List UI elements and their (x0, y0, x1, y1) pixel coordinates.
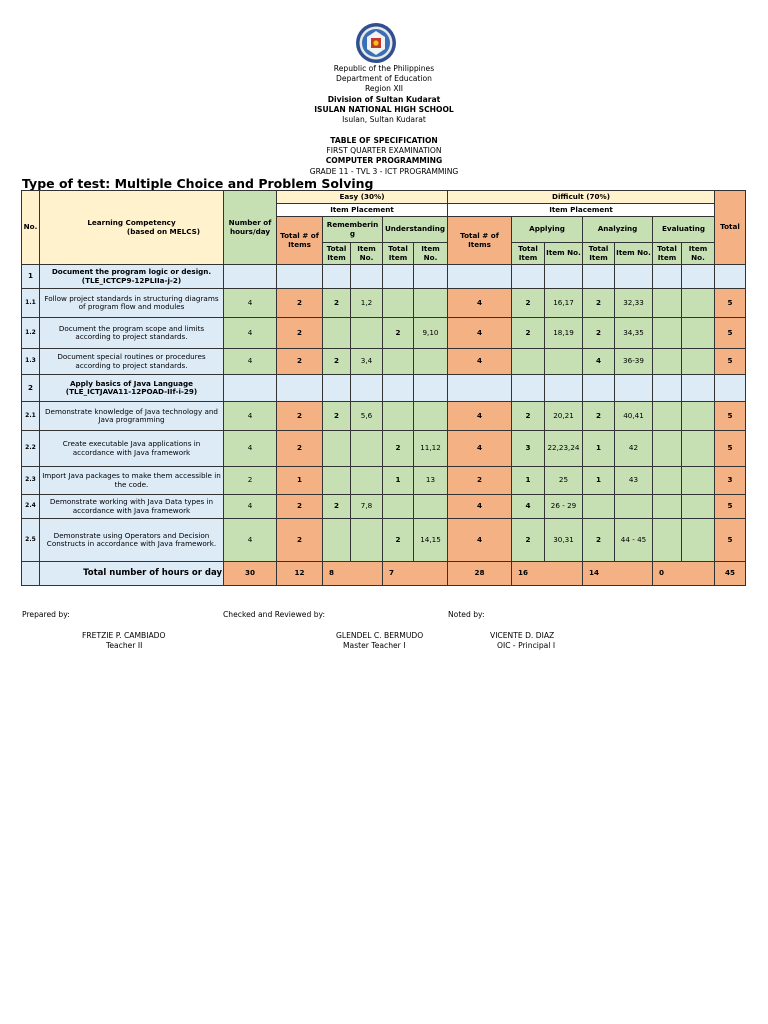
cell-app-no: 26 - 29 (545, 495, 583, 519)
section-row (22, 265, 746, 289)
cell-ana-no: 42 (615, 431, 653, 467)
cell-eva-total (653, 289, 682, 318)
totals-row (22, 562, 746, 586)
cell-hours: 4 (224, 402, 277, 431)
cell-eva-no (682, 349, 715, 375)
cell-rem-no: 3,4 (351, 349, 383, 375)
cell-app-no: 20,21 (545, 402, 583, 431)
table-row (22, 519, 746, 562)
cell-rem-no (351, 467, 383, 495)
totals-evaluating: 0 (653, 562, 715, 586)
noted-title: OIC - Principal I (497, 641, 556, 650)
totals-applying: 16 (512, 562, 583, 586)
cell-und-total: 2 (383, 431, 414, 467)
prepared-title: Teacher II (106, 641, 143, 650)
prepared-label: Prepared by: (22, 610, 70, 619)
header-rem-item-no: Item No. (351, 243, 383, 265)
cell-eva-no (682, 402, 715, 431)
totals-grand: 45 (715, 562, 746, 586)
cell-app-total: 2 (512, 289, 545, 318)
table-row (22, 318, 746, 349)
cell-no: 1.2 (22, 318, 40, 349)
cell-lc: Demonstrate working with Java Data types in accordance with Java framework (40, 495, 224, 519)
subject-name: COMPUTER PROGRAMMING (325, 156, 443, 165)
cell-und-no: 14,15 (414, 519, 448, 562)
section-no: 1 (22, 265, 40, 289)
test-type: Type of test: Multiple Choice and Problem Solving (22, 176, 374, 191)
cell-total: 5 (715, 402, 746, 431)
cell-und-no (414, 289, 448, 318)
cell-ana-total: 2 (583, 318, 615, 349)
totals-analyzing: 14 (583, 562, 653, 586)
cell-easy-total: 1 (277, 467, 323, 495)
cell-app-no: 18,19 (545, 318, 583, 349)
cell-diff-total: 4 (448, 431, 512, 467)
cell-hours: 4 (224, 349, 277, 375)
cell-eva-no (682, 318, 715, 349)
cell-hours: 4 (224, 519, 277, 562)
table-row (22, 495, 746, 519)
exam-name: FIRST QUARTER EXAMINATION (326, 146, 442, 155)
header-learning-competency (40, 191, 224, 265)
totals-hours: 30 (224, 562, 277, 586)
table-row (22, 289, 746, 318)
cell-ana-total: 1 (583, 431, 615, 467)
cell-ana-total: 2 (583, 402, 615, 431)
cell-no: 2.3 (22, 467, 40, 495)
cell-app-no: 16,17 (545, 289, 583, 318)
table-row (22, 467, 746, 495)
header-ana-total-item: Total Item (583, 243, 615, 265)
cell-total: 5 (715, 519, 746, 562)
checked-label: Checked and Reviewed by: (223, 610, 326, 619)
header-difficult-item-placement: Item Placement (448, 204, 715, 217)
header-understanding: Understanding (383, 217, 448, 243)
header-easy-item-placement: Item Placement (277, 204, 448, 217)
header-easy: Easy (30%) (277, 191, 448, 204)
cell-rem-no: 1,2 (351, 289, 383, 318)
header-eva-total-item: Total Item (653, 243, 682, 265)
cell-und-total (383, 402, 414, 431)
header-no: No. (22, 191, 40, 265)
header-und-total-item: Total Item (383, 243, 414, 265)
deped-seal-icon (355, 22, 397, 64)
cell-eva-total (653, 495, 682, 519)
cell-und-total: 1 (383, 467, 414, 495)
cell-ana-total: 2 (583, 519, 615, 562)
header-line-school: ISULAN NATIONAL HIGH SCHOOL (314, 105, 454, 114)
cell-ana-no: 34,35 (615, 318, 653, 349)
cell-lc: Demonstrate knowledge of Java technology and Java programming (40, 402, 224, 431)
cell-rem-total: 2 (323, 402, 351, 431)
cell-app-no: 25 (545, 467, 583, 495)
totals-difficult: 28 (448, 562, 512, 586)
cell-und-total (383, 495, 414, 519)
header-line-region: Region XII (364, 84, 404, 93)
prepared-name: FRETZIE P. CAMBIADO (82, 631, 166, 640)
cell-app-no: 22,23,24 (545, 431, 583, 467)
cell-eva-total (653, 431, 682, 467)
header-applying: Applying (512, 217, 583, 243)
section-title (40, 375, 224, 402)
cell-ana-no: 36-39 (615, 349, 653, 375)
cell-rem-total: 2 (323, 349, 351, 375)
cell-und-total: 2 (383, 318, 414, 349)
table-row (22, 349, 746, 375)
cell-lc: Create executable Java applications in accordance with Java framework (40, 431, 224, 467)
header-line-deped: Department of Education (336, 74, 432, 83)
header-remembering: Rememberin g (323, 217, 383, 243)
header-line-address: Isulan, Sultan Kudarat (342, 115, 426, 124)
cell-rem-total (323, 467, 351, 495)
header-difficult-total-items: Total # of Items (448, 217, 512, 265)
cell-hours: 2 (224, 467, 277, 495)
cell-app-total: 2 (512, 519, 545, 562)
totals-remembering: 8 (323, 562, 383, 586)
cell-no: 1.1 (22, 289, 40, 318)
cell-ana-total: 4 (583, 349, 615, 375)
table-row (22, 431, 746, 467)
cell-rem-total (323, 519, 351, 562)
cell-no: 1.3 (22, 349, 40, 375)
cell-und-no (414, 349, 448, 375)
cell-no: 2.2 (22, 431, 40, 467)
cell-no: 2.4 (22, 495, 40, 519)
cell-easy-total: 2 (277, 431, 323, 467)
section-row (22, 375, 746, 402)
header-und-item-no: Item No. (414, 243, 448, 265)
header-analyzing: Analyzing (583, 217, 653, 243)
cell-total: 5 (715, 431, 746, 467)
cell-easy-total: 2 (277, 289, 323, 318)
cell-app-no (545, 349, 583, 375)
header-eva-item-no: Item No. (682, 243, 715, 265)
cell-app-total: 2 (512, 402, 545, 431)
cell-eva-no (682, 431, 715, 467)
cell-hours: 4 (224, 431, 277, 467)
cell-ana-total: 1 (583, 467, 615, 495)
cell-und-no (414, 402, 448, 431)
section-title-text: Apply basics of Java Language (69, 378, 194, 388)
cell-easy-total: 2 (277, 402, 323, 431)
header-app-item-no: Item No. (545, 243, 583, 265)
cell-lc: Document special routines or procedures according to project standards. (40, 349, 224, 375)
cell-rem-no (351, 519, 383, 562)
totals-easy: 12 (277, 562, 323, 586)
cell-total: 5 (715, 495, 746, 519)
cell-total: 5 (715, 349, 746, 375)
cell-app-total: 3 (512, 431, 545, 467)
cell-ana-no: 40,41 (615, 402, 653, 431)
cell-eva-total (653, 467, 682, 495)
cell-ana-no: 43 (615, 467, 653, 495)
grade-line: GRADE 11 - TVL 3 - ICT PROGRAMMING (309, 167, 459, 176)
cell-rem-no: 5,6 (351, 402, 383, 431)
header-difficult: Difficult (70%) (448, 191, 715, 204)
header-line-division: Division of Sultan Kudarat (327, 95, 441, 104)
cell-app-total: 4 (512, 495, 545, 519)
cell-eva-total (653, 349, 682, 375)
cell-und-no (414, 495, 448, 519)
noted-label: Noted by: (448, 610, 485, 619)
cell-eva-total (653, 402, 682, 431)
header-line-republic: Republic of the Philippines (333, 64, 435, 73)
section-no: 2 (22, 375, 40, 402)
header-total: Total (715, 191, 746, 265)
header-ana-item-no: Item No. (615, 243, 653, 265)
cell-hours: 4 (224, 289, 277, 318)
cell-eva-no (682, 519, 715, 562)
cell-hours: 4 (224, 495, 277, 519)
cell-app-total: 2 (512, 318, 545, 349)
cell-app-total (512, 349, 545, 375)
cell-eva-no (682, 467, 715, 495)
section-code: (TLE_ICTJAVA11-12POAD-IIf-i-29) (65, 387, 198, 396)
cell-eva-no (682, 289, 715, 318)
cell-und-no: 13 (414, 467, 448, 495)
cell-diff-total: 4 (448, 349, 512, 375)
header-easy-total-items: Total # of Items (277, 217, 323, 265)
doc-title: TABLE OF SPECIFICATION (330, 136, 438, 145)
cell-lc: Follow project standards in structuring diagrams of program flow and modules (40, 289, 224, 318)
cell-ana-no (615, 495, 653, 519)
cell-eva-no (682, 495, 715, 519)
cell-ana-no: 44 - 45 (615, 519, 653, 562)
cell-rem-no (351, 431, 383, 467)
totals-label: Total number of hours or day (40, 562, 224, 586)
cell-ana-total: 2 (583, 289, 615, 318)
header-lc-line2: (based on MELCS) (126, 226, 201, 236)
checked-title: Master Teacher I (343, 641, 406, 650)
table-of-specification (21, 190, 746, 586)
cell-rem-no (351, 318, 383, 349)
cell-diff-total: 4 (448, 519, 512, 562)
header-evaluating: Evaluating (653, 217, 715, 243)
cell-eva-total (653, 318, 682, 349)
noted-name: VICENTE D. DIAZ (490, 631, 555, 640)
header-hours: Number of hours/day (224, 191, 277, 265)
cell-und-no: 9,10 (414, 318, 448, 349)
section-code: (TLE_ICTCP9-12PLIIa-j-2) (81, 275, 182, 285)
cell-eva-total (653, 519, 682, 562)
cell-und-no: 11,12 (414, 431, 448, 467)
checked-name: GLENDEL C. BERMUDO (336, 631, 424, 640)
cell-total: 5 (715, 318, 746, 349)
cell-und-total (383, 289, 414, 318)
cell-lc: Demonstrate using Operators and Decision Constructs in accordance with Java framework. (40, 519, 224, 562)
cell-rem-total (323, 431, 351, 467)
cell-easy-total: 2 (277, 519, 323, 562)
section-title-text: Document the program logic or design. (51, 267, 212, 277)
cell-diff-total: 4 (448, 495, 512, 519)
cell-und-total (383, 349, 414, 375)
header-rem-total-item: Total Item (323, 243, 351, 265)
cell-no: 2.1 (22, 402, 40, 431)
cell-lc: Import Java packages to make them accessible in the code. (40, 467, 224, 495)
cell-lc: Document the program scope and limits according to project standards. (40, 318, 224, 349)
cell-diff-total: 4 (448, 318, 512, 349)
cell-ana-total (583, 495, 615, 519)
cell-app-no: 30,31 (545, 519, 583, 562)
cell-easy-total: 2 (277, 349, 323, 375)
cell-total: 5 (715, 289, 746, 318)
cell-no: 2.5 (22, 519, 40, 562)
cell-total: 3 (715, 467, 746, 495)
header-app-total-item: Total Item (512, 243, 545, 265)
cell-diff-total: 4 (448, 402, 512, 431)
cell-rem-no: 7,8 (351, 495, 383, 519)
cell-diff-total: 2 (448, 467, 512, 495)
cell-rem-total: 2 (323, 495, 351, 519)
cell-rem-total (323, 318, 351, 349)
cell-rem-total: 2 (323, 289, 351, 318)
cell-easy-total: 2 (277, 495, 323, 519)
cell-hours: 4 (224, 318, 277, 349)
header-lc-line1: Learning Competency (87, 218, 176, 228)
cell-easy-total: 2 (277, 318, 323, 349)
cell-und-total: 2 (383, 519, 414, 562)
cell-ana-no: 32,33 (615, 289, 653, 318)
section-title (40, 265, 224, 289)
cell-diff-total: 4 (448, 289, 512, 318)
cell-app-total: 1 (512, 467, 545, 495)
table-row (22, 402, 746, 431)
totals-understanding: 7 (383, 562, 448, 586)
